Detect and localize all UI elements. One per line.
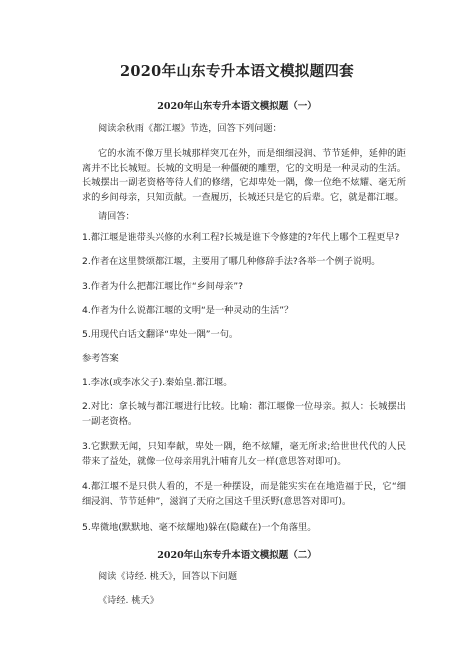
section-1-passage: 它的水流不像万里长城那样突兀在外，而是细细浸润、节节延伸，延伸的距离并不比长城短。长城的文明是一种僵硬的雕塑，它的文明是一种灵动的生活。长城摆出一副老资格等待人们的修缮，它却卑处一隅，像一位绝不炫耀、毫无所求的乡间母亲，只知贡献。一查履历，长城还只是它的后辈。它，就是都江堰。 — [82, 148, 406, 203]
question-3: 3.作者为什么把都江堰比作“乡间母亲”? — [82, 281, 243, 292]
answer-3: 3.它默默无闻，只知奉献，卑处一隅，绝不炫耀，毫无所求;给世世代代的人民带来了益处，就像一位母亲用乳汁哺育儿女一样(意思答对即可)。 — [82, 441, 406, 467]
section-1-title: 2020年山东专升本语文模拟题（一） — [157, 101, 317, 112]
section-2-title: 2020年山东专升本语文模拟题（二） — [157, 550, 317, 561]
section-2-prompt: 阅读《诗经. 桃夭》，回答以下问题 — [98, 571, 238, 582]
answer-4: 4.都江堰不是只供人看的，不是一种摆设，而是能实实在在地造福于民，它“细细浸润、节节延伸”，滋润了天府之国这千里沃野(意思答对即可)。 — [82, 481, 406, 507]
answer-2: 2.对比：拿长城与都江堰进行比较。比喻：都江堰像一位母亲。拟人：长城摆出一副老资格。 — [82, 401, 406, 427]
question-5: 5.用现代白话文翻译“卑处一隅”一句。 — [82, 329, 239, 340]
question-1: 1.都江堰是谁带头兴修的水利工程?长城是谁下令修建的?年代上哪个工程更早? — [82, 232, 400, 243]
document-title: 2020年山东专升本语文模拟题四套 — [120, 63, 354, 80]
question-4: 4.作者为什么说都江堰的文明“是一种灵动的生活”？ — [82, 305, 294, 316]
answers-label: 参考答案 — [82, 353, 119, 364]
question-2: 2.作者在这里赞颂都江堰，主要用了哪几种修辞手法?各举一个例子说明。 — [82, 256, 381, 267]
questions-label: 请回答： — [98, 211, 135, 222]
answer-5: 5.卑微地(默默地、毫不炫耀地)躲在(隐藏在)一个角落里。 — [82, 522, 317, 533]
section-1-prompt: 阅读余秋雨《都江堰》节选，回答下列问题： — [98, 123, 282, 134]
answer-1: 1.李冰(或李冰父子).秦始皇.都江堰。 — [82, 377, 233, 388]
poem-title: 《诗经. 桃夭》 — [98, 595, 159, 606]
